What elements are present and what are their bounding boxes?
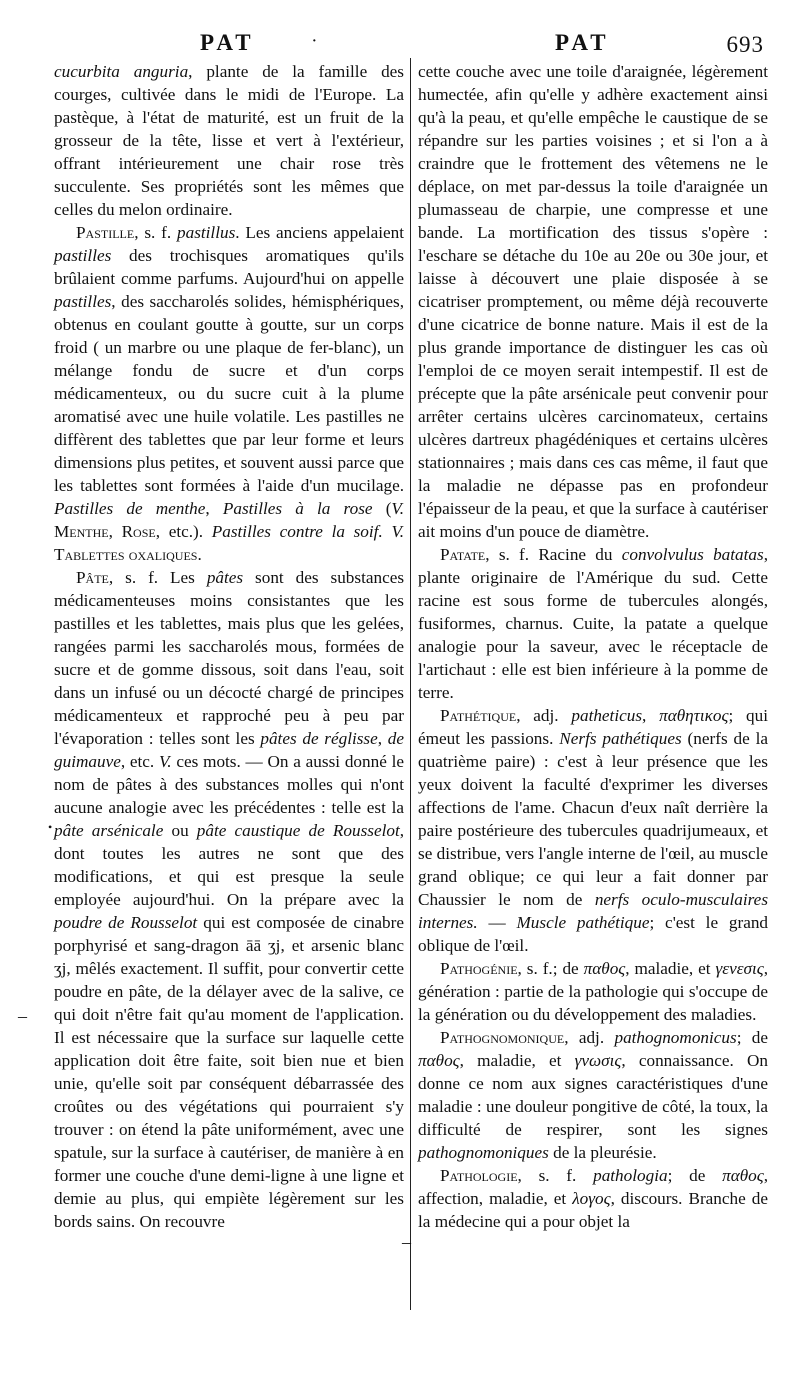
- entry-text: , etc.).: [155, 522, 204, 541]
- entry-text: ; c'est le grand oblique de l'œil.: [418, 913, 769, 955]
- entry-text: , dont toutes les autres ne sont que des modifications, et qui est presque la seule employée aujourd'hui. On la prépare avec la: [54, 821, 405, 909]
- italic-term: Pastilles contre la soif.: [211, 522, 383, 541]
- entry-text: , affection, maladie, et: [418, 1166, 769, 1208]
- latin-term: pathologia: [593, 1166, 668, 1185]
- italic-term: pastilles: [54, 292, 112, 311]
- italic-term: pâtes: [206, 568, 244, 587]
- entry-text: . Les anciens appelaient: [235, 223, 404, 242]
- entry-text: ,: [642, 706, 647, 725]
- entry-pathetique: [418, 704, 768, 957]
- entry-text: ces mots. — On a aussi donné le nom de pâtes à des substances molles qui n'ont aucune analogie avec les précédentes : telle est la: [54, 752, 404, 817]
- entry-pathogenie: [418, 957, 768, 1026]
- entry-text: des trochisques aromatiques qu'ils brûlaient comme parfums. Aujourd'hui on appelle: [54, 246, 405, 288]
- entry-headword: Pathognomonique: [440, 1028, 565, 1047]
- entry-text: , plante de la famille des courges, cultivée dans le midi de l'Europe. La pastèque, à l'état de maturité, est un fruit de la grosseur de la tête, lisse et vert à l'extérieur, offrant intérieurement une chair rose très succulente. Ses propriétés sont les mêmes que celles du melon ordinaire.: [54, 62, 404, 219]
- grammar-label: , s. f. Racine du: [485, 545, 613, 564]
- italic-term: poudre de Rousselot: [54, 913, 198, 932]
- italic-term: de guimauve: [54, 729, 405, 771]
- entry-pathognomonique: [418, 1026, 768, 1164]
- entry-text: —: [488, 913, 506, 932]
- cross-reference: Menthe: [54, 522, 109, 541]
- entry-pate: [54, 566, 404, 1233]
- grammar-label: , s. f.: [517, 1166, 577, 1185]
- entry-text: , plante originaire de l'Amérique du sud. Cette racine est sous forme de tubercules alongés, fusiformes, charnus. Cuite, la patate a quelque analogie pour la saveur, avec le réceptacle de l'artichaut : elle est bien inférieure à la pomme de terre.: [418, 545, 768, 702]
- entry-text: ,: [108, 522, 113, 541]
- cross-reference: Tablettes oxaliques: [54, 545, 198, 564]
- entry-headword: Pastille: [76, 223, 135, 242]
- greek-term: λογος: [572, 1189, 611, 1208]
- greek-term: παθητικος: [659, 706, 729, 725]
- entry-continuation-pasteque: [54, 60, 404, 221]
- cross-reference-mark: V.: [391, 499, 405, 518]
- italic-term: pâte arsénicale: [54, 821, 164, 840]
- entry-text: , génération : partie de la pathologie qui s'occupe de la génération ou du développement des maladies.: [418, 959, 769, 1024]
- entry-text: , etc.: [120, 752, 155, 771]
- entry-text: ; de: [736, 1028, 769, 1047]
- entry-text: qui est composée de cinabre porphyrisé et sang-dragon āā ʒj, et arsenic blanc ʒj, mêlés exactement. Il suffit, pour convertir cette poudre en pâte, de la délayer avec de la salive, ce qui doit n'être fait qu'au moment de l'application. Il est nécessaire que la surface sur laquelle cette application doit être faite, soit bien nue et bien unie, qu'elle soit par conséquent débarrassée des croûtes ou des végétations qui pourraient s'y trouver : on étend la pâte uniformément, avec une spatule, sur la surface à cautériser, de manière à en former une couche d'une demi-ligne à une ligne et demie au plus, qui empiète légèrement sur les bords sains. On recouvre: [54, 913, 404, 1231]
- italic-term: Nerfs pathétiques: [559, 729, 682, 748]
- latin-term: convolvulus batatas: [621, 545, 764, 564]
- entry-text: , des saccharolés solides, hémisphériques, obtenus en coulant goutte à goutte, sur un corps froid ( un marbre ou une plaque de fer-blanc), un mélange fondu de sucre et d'un corps médicamenteux, ou du sucre cuit à la plume aromatisé avec une huile volatile. Les pastilles ne diffèrent des tablettes que par leur forme et leurs dimensions plus petites, et souvent aussi parce que les tablettes sont formées à l'aide d'un mucilage.: [54, 292, 404, 495]
- entry-text: ,: [205, 499, 210, 518]
- italic-term: Pastilles à la rose: [222, 499, 373, 518]
- entry-headword: Pathogénie: [440, 959, 518, 978]
- entry-pastille: [54, 221, 404, 566]
- entry-text: ; de: [667, 1166, 706, 1185]
- margin-tick: –: [402, 1232, 411, 1252]
- entry-text: sont des substances médicamenteuses moins consistantes que les pastilles et les tablettes, mais plus que les gelées, rangées parmi les saccharolés mous, formées de sucre et de gomme dissous, soit dans l'eau, soit dans un infusé ou un décocté chargé de principes médicamenteux et rapproché peu à peu par l'évaporation : telles sont les: [54, 568, 405, 748]
- running-head-left: PAT: [200, 30, 255, 55]
- italic-term: pathognomoniques: [418, 1143, 549, 1162]
- entry-text: , connaissance. On donne ce nom aux signes caractéristiques d'une maladie : une douleur pongitive de côté, la toux, la difficulté de respirer, sont les signes: [418, 1051, 769, 1139]
- entry-text: (: [385, 499, 392, 518]
- grammar-label: , adj.: [564, 1028, 605, 1047]
- entry-text: , maladie, et: [625, 959, 711, 978]
- entry-text: , maladie, et: [459, 1051, 562, 1070]
- greek-term: γενεσις: [715, 959, 764, 978]
- italic-term: Muscle pathétique: [516, 913, 650, 932]
- greek-term: γνωσις: [574, 1051, 622, 1070]
- grammar-label: , adj.: [516, 706, 559, 725]
- cross-reference-mark: V.: [391, 522, 405, 541]
- margin-dot: •: [48, 820, 53, 834]
- italic-term: nerfs oculo-musculaires internes.: [418, 890, 769, 932]
- column-rule: [410, 58, 411, 1310]
- entry-patate: [418, 543, 768, 704]
- italic-term: pâtes de réglisse: [260, 729, 378, 748]
- running-head-mark: ·: [312, 34, 317, 49]
- entry-pathologie: [418, 1164, 768, 1233]
- latin-term: pastillus: [177, 223, 236, 242]
- entry-continuation-pate: [418, 60, 768, 543]
- italic-term: Pastilles de menthe: [54, 499, 206, 518]
- italic-term: pâte caustique de Rousselot: [196, 821, 400, 840]
- entry-text: ou: [171, 821, 189, 840]
- grammar-label: , s. f.; de: [517, 959, 579, 978]
- latin-term: patheticus: [571, 706, 643, 725]
- entry-headword: Pâte: [76, 568, 109, 587]
- cross-reference-mark: V.: [159, 752, 172, 771]
- entry-headword: Patate: [440, 545, 486, 564]
- italic-term: pastilles: [54, 246, 112, 265]
- margin-tick: –: [18, 1006, 27, 1026]
- entry-text: ; qui émeut les passions.: [418, 706, 768, 748]
- greek-term: παθος: [418, 1051, 460, 1070]
- right-column: [418, 60, 768, 1233]
- entry-text: , discours. Branche de la médecine qui a pour objet la: [418, 1189, 768, 1231]
- entry-text: de la pleurésie.: [553, 1143, 657, 1162]
- running-head-right: PAT: [555, 30, 610, 55]
- entry-headword: Pathétique: [440, 706, 517, 725]
- entry-text: cette couche avec une toile d'araignée, légèrement humectée, afin qu'elle y adhère exactement ainsi qu'à la peau, et qu'elle empêche le caustique de se répandre sur les parties voisines ; et si l'on a à craindre que le frottement des vêtemens ne le déplace, on met par-dessus la toile d'araignée un plumasseau de charpie, une compresse et une bande. La mortification des tissus s'opère : l'eschare se détache du 10e au 20e ou 30e jour, et laisse à découvert une plaie disposée à se cicatriser promptement, ou même déjà recouverte d'une cicatrice de bonne nature. Mais il est de la plus grande importance de distinguer les cas où l'emploi de ce moyen serait intempestif. Il est de précepte que la pâte arsénicale peut convenir pour arrêter certains ulcères carcinomateux, certains ulcères dartreux phagédéniques et certains ulcères stationnaires ; mais dans ces cas même, il faut que la maladie ne dépasse pas en profondeur l'épaisseur de la peau, et que la surface à cautériser ait moins d'un pouce de diamètre.: [418, 62, 768, 541]
- greek-term: παθος: [722, 1166, 764, 1185]
- greek-term: παθος: [583, 959, 626, 978]
- cross-reference: Rose: [121, 522, 156, 541]
- page-number: 693: [726, 32, 764, 57]
- entry-text: .: [197, 545, 202, 564]
- entry-headword: Pathologie: [440, 1166, 518, 1185]
- entry-text: (nerfs de la quatrième paire) : c'est à leur présence que les yeux doivent la faculté d'exprimer les diverses affections de l'ame. Chacun d'eux naît derrière la paire postérieure des tubercules quadrijumeaux, et se distribue, vers l'angle interne de l'œil, au muscle grand oblique; ce qui leur a fait donner par Chaussier le nom de: [418, 729, 769, 909]
- left-column: [54, 60, 404, 1233]
- latin-term: pathognomonicus: [614, 1028, 737, 1047]
- entry-text: ,: [377, 729, 383, 748]
- latin-term: cucurbita anguria: [54, 62, 189, 81]
- grammar-label: , s. f. Les: [108, 568, 195, 587]
- grammar-label: , s. f.: [134, 223, 172, 242]
